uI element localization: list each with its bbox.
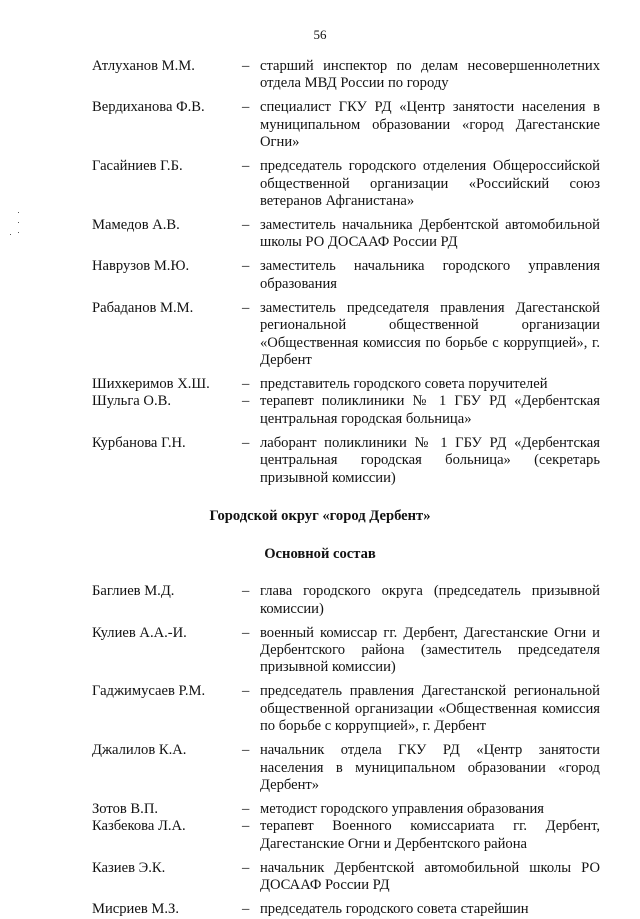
member-name: Гаджимусаев Р.М. <box>92 683 206 700</box>
list-item <box>92 625 600 677</box>
dash: – <box>242 158 250 175</box>
scan-mark <box>18 212 19 213</box>
dash: – <box>242 859 250 876</box>
member-name: Джалилов К.А. <box>92 742 187 759</box>
member-name: Мисриев М.З. <box>92 901 179 918</box>
member-name: Шульга О.В. <box>92 393 171 410</box>
member-name: Гасайниев Г.Б. <box>92 158 183 175</box>
list-item <box>92 901 600 918</box>
member-name: Казиев Э.К. <box>92 859 166 876</box>
page-number: 56 <box>313 27 327 42</box>
section-title: Городской округ «город Дербент» <box>209 508 431 525</box>
member-role: лаборант поликлиники № 1 ГБУ РД «Дербентская центральная городская больница» (секретарь призывной комиссии) <box>260 434 600 486</box>
scan-mark <box>18 222 19 223</box>
list-item <box>92 818 600 853</box>
dash: – <box>242 624 250 641</box>
list-item <box>92 58 600 93</box>
dash: – <box>242 58 250 74</box>
member-role: специалист ГКУ РД «Центр занятости населения в муниципальном образовании «город Дагестанские Огни» <box>260 99 600 151</box>
list-item <box>92 376 600 393</box>
member-role: заместитель начальника Дербентской автомобильной школы РО ДОСААФ России РД <box>260 217 600 251</box>
member-name: Атлуханов М.М. <box>92 58 195 74</box>
dash: – <box>242 434 250 451</box>
dash: – <box>242 393 250 410</box>
member-name: Мамедов А.В. <box>92 217 180 234</box>
member-role: старший инспектор по делам несовершеннолетних отдела МВД России по городу <box>260 58 600 92</box>
dash: – <box>242 683 250 700</box>
list-item <box>92 435 600 487</box>
list-item <box>92 742 600 794</box>
document-body <box>92 58 600 919</box>
list-item <box>92 683 600 735</box>
member-role: заместитель председателя правления Дагестанской региональной общественной организации «Общественная комиссия по борьбе с коррупцией», г. Дербент <box>260 299 600 369</box>
member-name: Вердиханова Ф.В. <box>92 99 205 116</box>
dash: – <box>242 299 250 316</box>
member-role: председатель городского отделения Общероссийской общественной организации «Российский союз ветеранов Афганистана» <box>260 158 600 210</box>
dash: – <box>242 583 250 600</box>
list-item <box>92 258 600 293</box>
member-role: военный комиссар гг. Дербент, Дагестанские Огни и Дербентского района (заместитель председателя призывной комиссии) <box>260 624 600 676</box>
member-role: терапевт поликлиники № 1 ГБУ РД «Дербентская центральная городская больница» <box>260 393 600 427</box>
member-role: методист городского управления образования <box>260 800 545 817</box>
member-role: начальник Дербентской автомобильной школы РО ДОСААФ России РД <box>260 859 600 894</box>
list-item <box>92 860 600 895</box>
list-item <box>92 217 600 252</box>
member-name: Баглиев М.Д. <box>92 583 175 600</box>
list-item <box>92 158 600 210</box>
member-name: Зотов В.П. <box>92 800 159 817</box>
member-role: председатель городского совета старейшин <box>260 901 529 918</box>
member-name: Наврузов М.Ю. <box>92 258 190 275</box>
member-name: Рабаданов М.М. <box>92 299 194 316</box>
member-role: глава городского округа (председатель призывной комиссии) <box>260 583 600 617</box>
member-name: Курбанова Г.Н. <box>92 434 186 451</box>
member-name: Кулиев А.А.-И. <box>92 624 187 641</box>
scan-mark <box>18 232 19 233</box>
commission-list-bottom <box>92 583 600 918</box>
member-role: начальник отдела ГКУ РД «Центр занятости населения в муниципальном образовании «город Дербент» <box>260 742 600 793</box>
member-name: Казбекова Л.А. <box>92 818 186 835</box>
dash: – <box>242 376 250 393</box>
list-item <box>92 393 600 428</box>
dash: – <box>242 217 250 234</box>
subsection-title: Основной состав <box>264 546 376 563</box>
scan-mark <box>10 234 11 235</box>
member-role: председатель правления Дагестанской региональной общественной организации «Общественная комиссия по борьбе с коррупцией», г. Дербент <box>260 683 600 735</box>
commission-list-top <box>92 58 600 487</box>
dash: – <box>242 258 250 275</box>
dash: – <box>242 818 250 835</box>
list-item <box>92 801 600 818</box>
dash: – <box>242 901 250 918</box>
list-item <box>92 583 600 618</box>
member-role: представитель городского совета поручителей <box>260 376 548 393</box>
list-item <box>92 99 600 151</box>
list-item <box>92 300 600 370</box>
member-role: заместитель начальника городского управления образования <box>260 258 600 292</box>
member-role: терапевт Военного комиссариата гг. Дербент, Дагестанские Огни и Дербентского района <box>260 818 600 852</box>
member-name: Шихкеримов Х.Ш. <box>92 376 210 393</box>
dash: – <box>242 99 250 116</box>
dash: – <box>242 742 250 759</box>
dash: – <box>242 800 250 817</box>
